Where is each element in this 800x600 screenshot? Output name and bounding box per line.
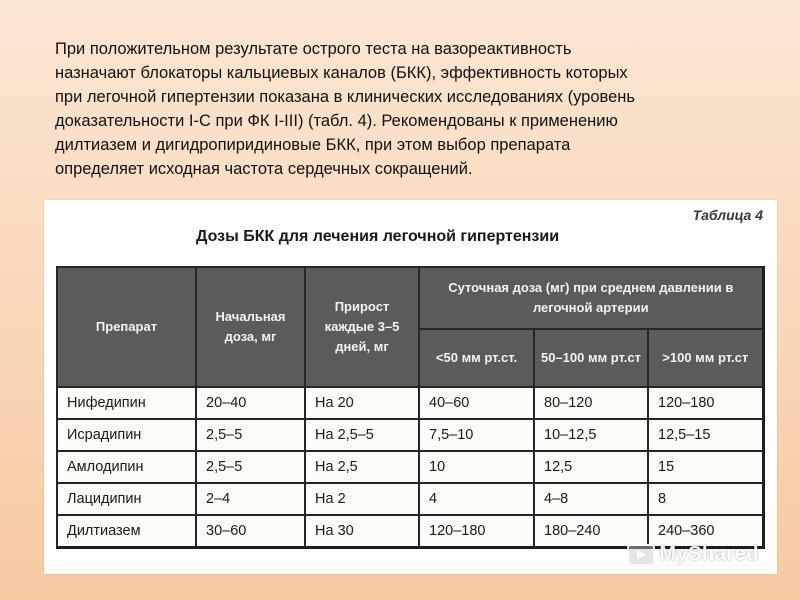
table-number: Таблица 4 — [692, 207, 763, 223]
intro-line: При положительном результате острого теста на вазореактивность — [55, 40, 572, 58]
cell-dose-mid: 10–12,5 — [534, 419, 648, 451]
header-drug: Препарат — [57, 267, 196, 387]
intro-line: дилтиазем и дигидропиридиновые БКК, при этом выбор препарата — [55, 136, 571, 154]
table-row — [57, 451, 763, 483]
cell-initial-dose: 20–40 — [196, 387, 305, 419]
cell-drug: Исрадипин — [57, 419, 196, 451]
cell-dose-high: 240–360 — [648, 515, 763, 548]
cell-dose-high: 15 — [648, 451, 763, 483]
header-initial-dose: Начальная доза, мг — [196, 267, 305, 387]
cell-increment: На 2,5–5 — [305, 419, 419, 451]
cell-dose-mid: 80–120 — [534, 387, 648, 419]
intro-line: определяет исходная частота сердечных сокращений. — [55, 160, 473, 178]
intro-line: при легочной гипертензии показана в клинических исследованиях (уровень — [55, 88, 635, 106]
cell-drug: Нифедипин — [57, 387, 196, 419]
cell-drug: Дилтиазем — [57, 515, 196, 548]
header-increment: Прирост каждые 3–5 дней, мг — [305, 267, 419, 387]
table-header-row — [57, 267, 763, 329]
cell-increment: На 30 — [305, 515, 419, 548]
header-pressure-mid: 50–100 мм рт.ст — [534, 329, 648, 387]
doses-table — [56, 266, 765, 549]
cell-drug: Амлодипин — [57, 451, 196, 483]
cell-increment: На 20 — [305, 387, 419, 419]
header-pressure-high: >100 мм рт.ст — [648, 329, 763, 387]
cell-dose-low: 4 — [419, 483, 534, 515]
intro-paragraph — [55, 37, 775, 181]
intro-line: назначают блокаторы кальциевых каналов (БКК), эффективность которых — [55, 64, 628, 82]
table-row — [57, 387, 763, 419]
table-title: Дозы БКК для лечения легочной гипертензии — [196, 228, 560, 245]
cell-dose-mid: 180–240 — [534, 515, 648, 548]
cell-dose-mid: 4–8 — [534, 483, 648, 515]
cell-dose-low: 7,5–10 — [419, 419, 534, 451]
cell-increment: На 2,5 — [305, 451, 419, 483]
cell-initial-dose: 2,5–5 — [196, 451, 305, 483]
table-row — [57, 419, 763, 451]
cell-initial-dose: 2,5–5 — [196, 419, 305, 451]
header-pressure-low: <50 мм рт.ст. — [419, 329, 534, 387]
watermark — [627, 543, 759, 566]
intro-line: доказательности I-С при ФК I-III) (табл. 4). Рекомендованы к применению — [55, 112, 618, 130]
cell-dose-high: 12,5–15 — [648, 419, 763, 451]
cell-increment: На 2 — [305, 483, 419, 515]
cell-dose-low: 120–180 — [419, 515, 534, 548]
cell-dose-high: 120–180 — [648, 387, 763, 419]
table-row — [57, 483, 763, 515]
cell-initial-dose: 2–4 — [196, 483, 305, 515]
watermark-text: MyShared — [659, 543, 759, 565]
cell-initial-dose: 30–60 — [196, 515, 305, 548]
play-screen-icon — [627, 544, 655, 566]
table-scan-image — [44, 200, 777, 574]
cell-dose-low: 10 — [419, 451, 534, 483]
header-daily-dose: Суточная доза (мг) при среднем давлении в легочной артерии — [419, 267, 763, 329]
cell-dose-low: 40–60 — [419, 387, 534, 419]
cell-dose-mid: 12,5 — [534, 451, 648, 483]
cell-drug: Лацидипин — [57, 483, 196, 515]
cell-dose-high: 8 — [648, 483, 763, 515]
